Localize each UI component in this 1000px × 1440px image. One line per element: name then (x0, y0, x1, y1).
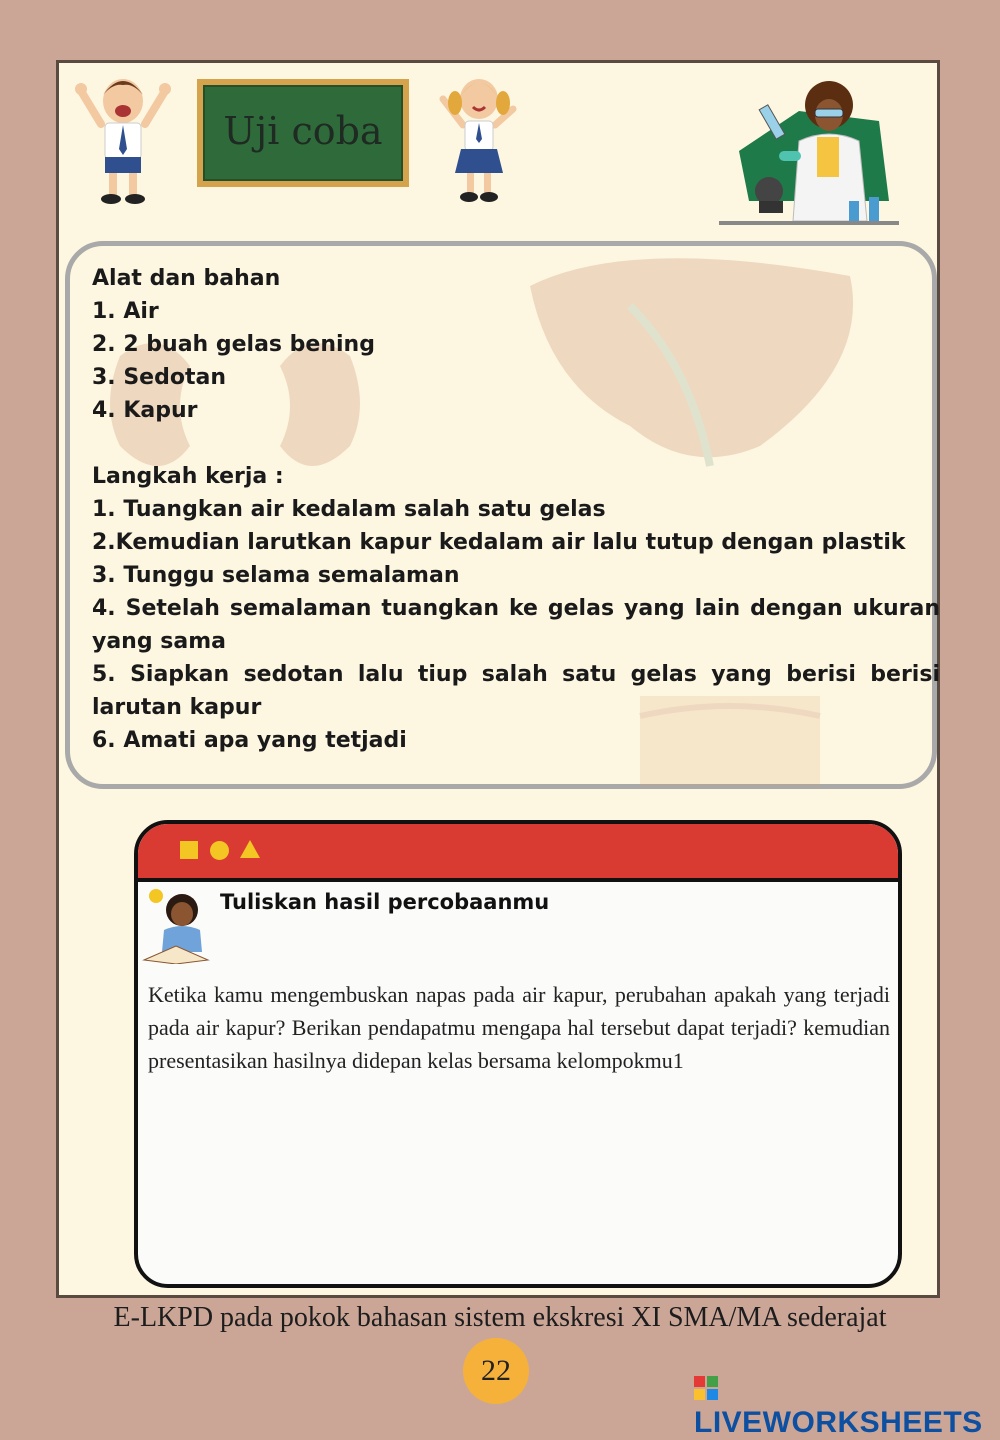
card-instructions: Ketika kamu mengembuskan napas pada air kapur, perubahan apakah yang terjadi pada air kapur? Berikan pendapatmu mengapa hal tersebut dapat terjadi? kemudian presentasikan hasilnya didepan kelas bersama kelompokmu1 (148, 982, 890, 1073)
footer-text: E-LKPD pada pokok bahasan sistem ekskresi XI SMA/MA sederajat (113, 1302, 887, 1333)
page-title: Uji coba (223, 109, 383, 153)
circle-icon (210, 841, 229, 860)
student-reading-icon (142, 886, 212, 964)
page-number: 22 (463, 1338, 529, 1404)
chalkboard (197, 79, 409, 187)
step-item: 1. Tuangkan air kedalam salah satu gelas (92, 497, 606, 522)
liveworksheets-brand[interactable] (694, 1372, 1000, 1439)
card-header (138, 824, 898, 882)
materials-item: 4. Kapur (92, 398, 198, 423)
liveworksheets-logo-icon (694, 1376, 718, 1400)
materials-content (92, 262, 942, 757)
scientist-illustration (709, 71, 909, 231)
materials-box (65, 241, 940, 789)
square-icon (180, 841, 198, 859)
materials-item: 2. 2 buah gelas bening (92, 332, 375, 357)
card-title: Tuliskan hasil percobaanmu (220, 890, 550, 914)
step-item: 6. Amati apa yang tetjadi (92, 728, 407, 753)
step-item: 5. Siapkan sedotan lalu tiup salah satu gelas yang berisi berisi larutan kapur (92, 662, 940, 720)
triangle-icon (240, 840, 260, 858)
step-item: 4. Setelah semalaman tuangkan ke gelas yang lain dengan ukuran yang sama (92, 596, 940, 654)
step-item: 2.Kemudian larutkan kapur kedalam air lalu tutup dengan plastik (92, 530, 906, 555)
materials-heading: Alat dan bahan (92, 266, 281, 291)
result-card (134, 820, 902, 1288)
worksheet-page (56, 60, 940, 1298)
materials-item: 1. Air (92, 299, 159, 324)
brand-label: LIVEWORKSHEETS (694, 1406, 983, 1439)
girl-illustration (429, 69, 529, 205)
step-item: 3. Tunggu selama semalaman (92, 563, 460, 588)
boy-illustration (71, 69, 175, 207)
materials-item: 3. Sedotan (92, 365, 226, 390)
steps-heading: Langkah kerja : (92, 464, 284, 489)
